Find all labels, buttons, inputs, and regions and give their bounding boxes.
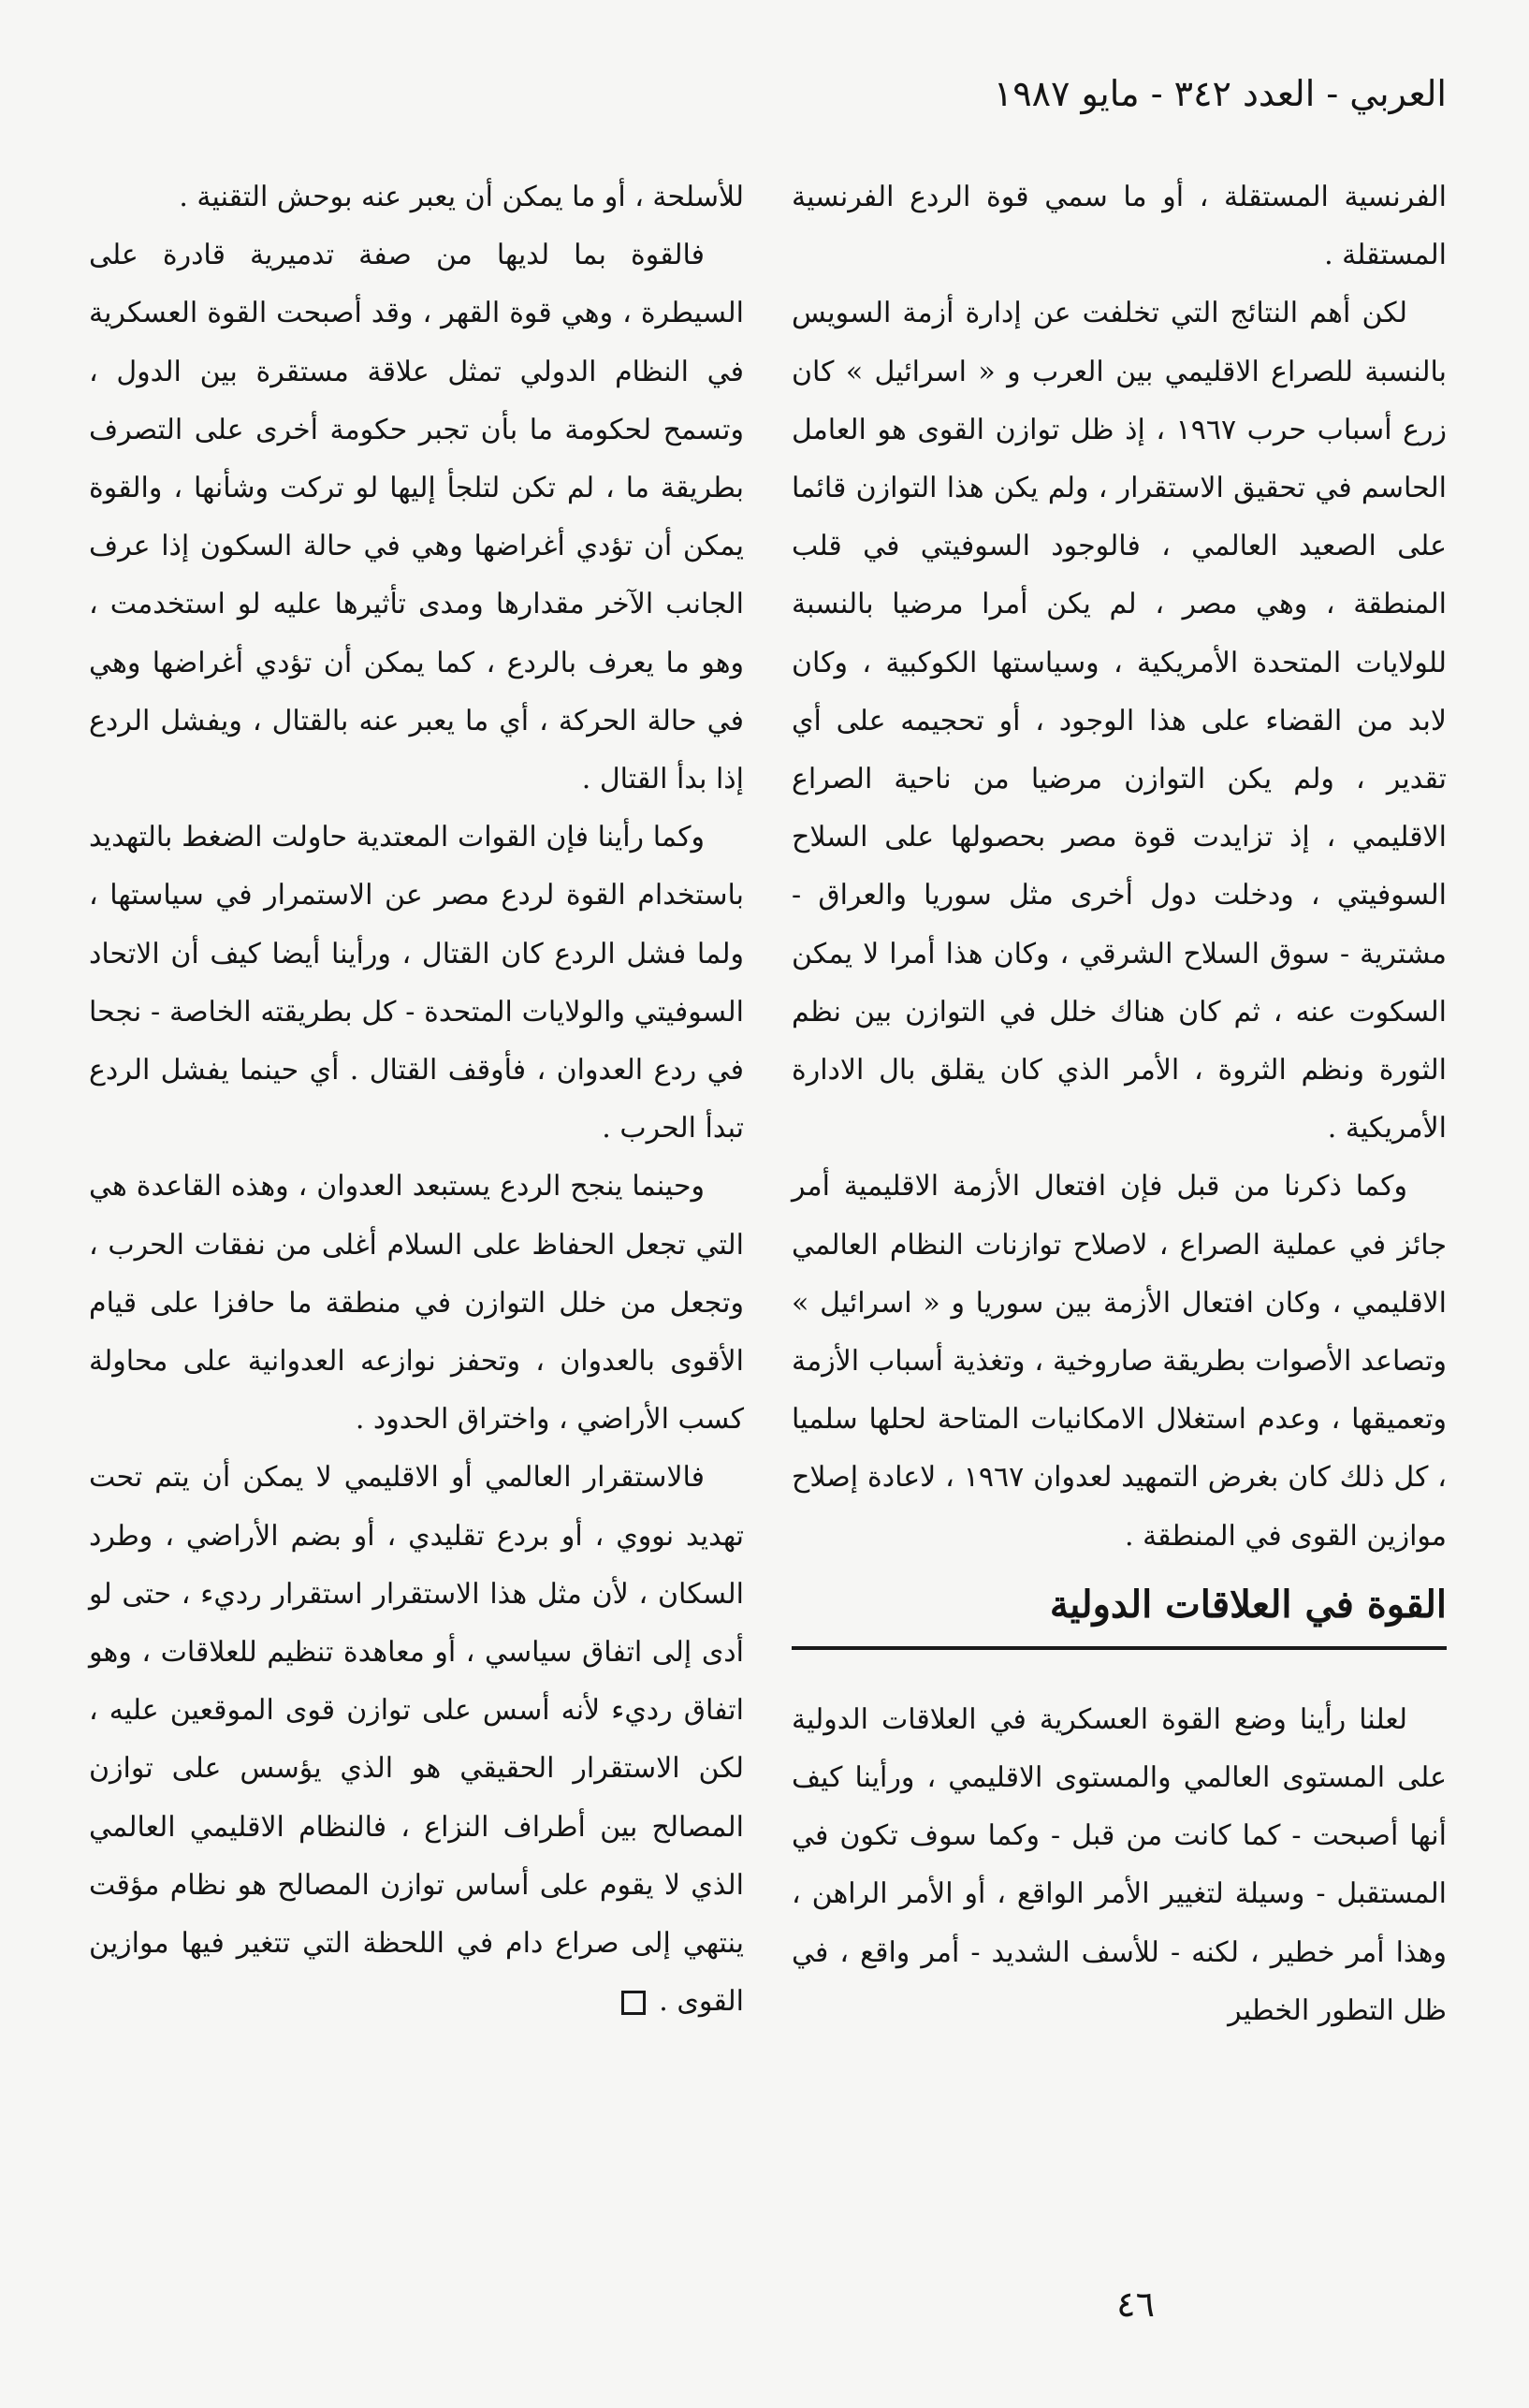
paragraph: لعلنا رأينا وضع القوة العسكرية في العلاقات الدولية على المستوى العالمي والمستوى الاقليمي ، ورأينا كيف أنها أصبحت - كما كانت من قبل - وكما سوف تكون في المستقبل - وسيلة لتغيير الأمر الواقع ، أو الأمر الراهن ، وهذا أمر خطير ، لكنه - للأسف الشديد - أمر واقع ، في ظل التطور الخطير bbox=[792, 1702, 1447, 2027]
right-column bbox=[792, 168, 1447, 2284]
paragraph: الفرنسية المستقلة ، أو ما سمي قوة الردع الفرنسية المستقلة . bbox=[792, 181, 1447, 272]
paragraph: للأسلحة ، أو ما يمكن أن يعبر عنه بوحش التقنية . bbox=[179, 181, 744, 213]
paragraph: وكما ذكرنا من قبل فإن افتعال الأزمة الاقليمية أمر جائز في عملية الصراع ، لاصلاح توازنات النظام العالمي الاقليمي ، وكان افتعال الأزمة بين سوريا و « اسرائيل » وتصاعد الأصوات بطريقة صاروخية ، وتغذية أسباب الأزمة وتعميقها ، وعدم استغلال الامكانيات المتاحة لحلها سلميا ، كل ذلك كان بغرض التمهيد لعدوان ١٩٦٧ ، لاعادة إصلاح موازين القوى في المنطقة . bbox=[792, 1170, 1447, 1553]
left-column bbox=[89, 168, 744, 2284]
paragraph: لكن أهم النتائج التي تخلفت عن إدارة أزمة السويس بالنسبة للصراع الاقليمي بين العرب و « اسرائيل » كان زرع أسباب حرب ١٩٦٧ ، إذ ظل توازن القوى هو العامل الحاسم في تحقيق الاستقرار ، ولم يكن هذا التوازن قائما على الصعيد العالمي ، فالوجود السوفيتي في قلب المنطقة ، وهي مصر ، لم يكن أمرا مرضيا بالنسبة للولايات المتحدة الأمريكية ، وسياستها الكوكبية ، وكان لابد من القضاء على هذا الوجود ، أو تحجيمه على أي تقدير ، ولم يكن التوازن مرضيا من ناحية الصراع الاقليمي ، إذ تزايدت قوة مصر بحصولها على السلاح السوفيتي ، ودخلت دول أخرى مثل سوريا والعراق - مشترية - سوق السلاح الشرقي ، وكان هذا أمرا لا يمكن السكوت عنه ، ثم كان هناك خلل في التوازن بين نظم الثورة ونظم الثروة ، الأمر الذي كان يقلق بال الادارة الأمريكية . bbox=[792, 297, 1447, 1146]
paragraph: فالقوة بما لديها من صفة تدميرية قادرة على السيطرة ، وهي قوة القهر ، وقد أصبحت القوة العسكرية في النظام الدولي تمثل علاقة مستقرة بين الدول ، وتسمح لحكومة ما بأن تجبر حكومة أخرى على التصرف بطريقة ما ، لم تكن لتلجأ إليها لو تركت وشأنها ، والقوة يمكن أن تؤدي أغراضها وهي في حالة السكون إذا عرف الجانب الآخر مقدارها ومدى تأثيرها عليه لو استخدمت ، وهو ما يعرف بالردع ، كما يمكن أن تؤدي أغراضها وهي في حالة الحركة ، أي ما يعبر عنه بالقتال ، ويفشل الردع إذا بدأ القتال . bbox=[89, 239, 744, 796]
end-of-article-mark bbox=[621, 1991, 646, 2015]
paragraph bbox=[89, 1449, 744, 2031]
page-number: ٤٦ bbox=[1116, 2284, 1155, 2325]
paragraph: وحينما ينجح الردع يستبعد العدوان ، وهذه القاعدة هي التي تجعل الحفاظ على السلام أغلى من نفقات الحرب ، وتجعل من خلل التوازن في منطقة ما حافزا على قيام الأقوى بالعدوان ، وتحفز نوازعه العدوانية على محاولة كسب الأراضي ، واختراق الحدود . bbox=[89, 1170, 744, 1437]
paragraph: وكما رأينا فإن القوات المعتدية حاولت الضغط بالتهديد باستخدام القوة لردع مصر عن الاستمرار في سياستها ، ولما فشل الردع كان القتال ، ورأينا أيضا كيف أن الاتحاد السوفيتي والولايات المتحدة - كل بطريقته الخاصة - نجحا في ردع العدوان ، فأوقف القتال . أي حينما يفشل الردع تبدأ الحرب . bbox=[89, 821, 744, 1146]
section-gap bbox=[792, 1656, 1447, 1691]
final-paragraph-text: فالاستقرار العالمي أو الاقليمي لا يمكن أن يتم تحت تهديد نووي ، أو بردع تقليدي ، أو بضم الأراضي ، وطرد السكان ، لأن مثل هذا الاستقرار استقرار رديء ، حتى لو أدى إلى اتفاق سياسي ، أو معاهدة تنظيم للعلاقات ، وهو اتفاق رديء لأنه أسس على توازن قوى الموقعين عليه ، لكن الاستقرار الحقيقي هو الذي يؤسس على توازن المصالح بين أطراف النزاع ، فالنظام الاقليمي العالمي الذي لا يقوم على أساس توازن المصالح هو نظام مؤقت ينتهي إلى صراع دام في اللحظة التي تتغير فيها موازين القوى . bbox=[89, 1461, 744, 2019]
section-title: القوة في العلاقات الدولية bbox=[792, 1575, 1447, 1650]
running-header: العربي - العدد ٣٤٢ - مايو ١٩٨٧ bbox=[993, 73, 1447, 114]
